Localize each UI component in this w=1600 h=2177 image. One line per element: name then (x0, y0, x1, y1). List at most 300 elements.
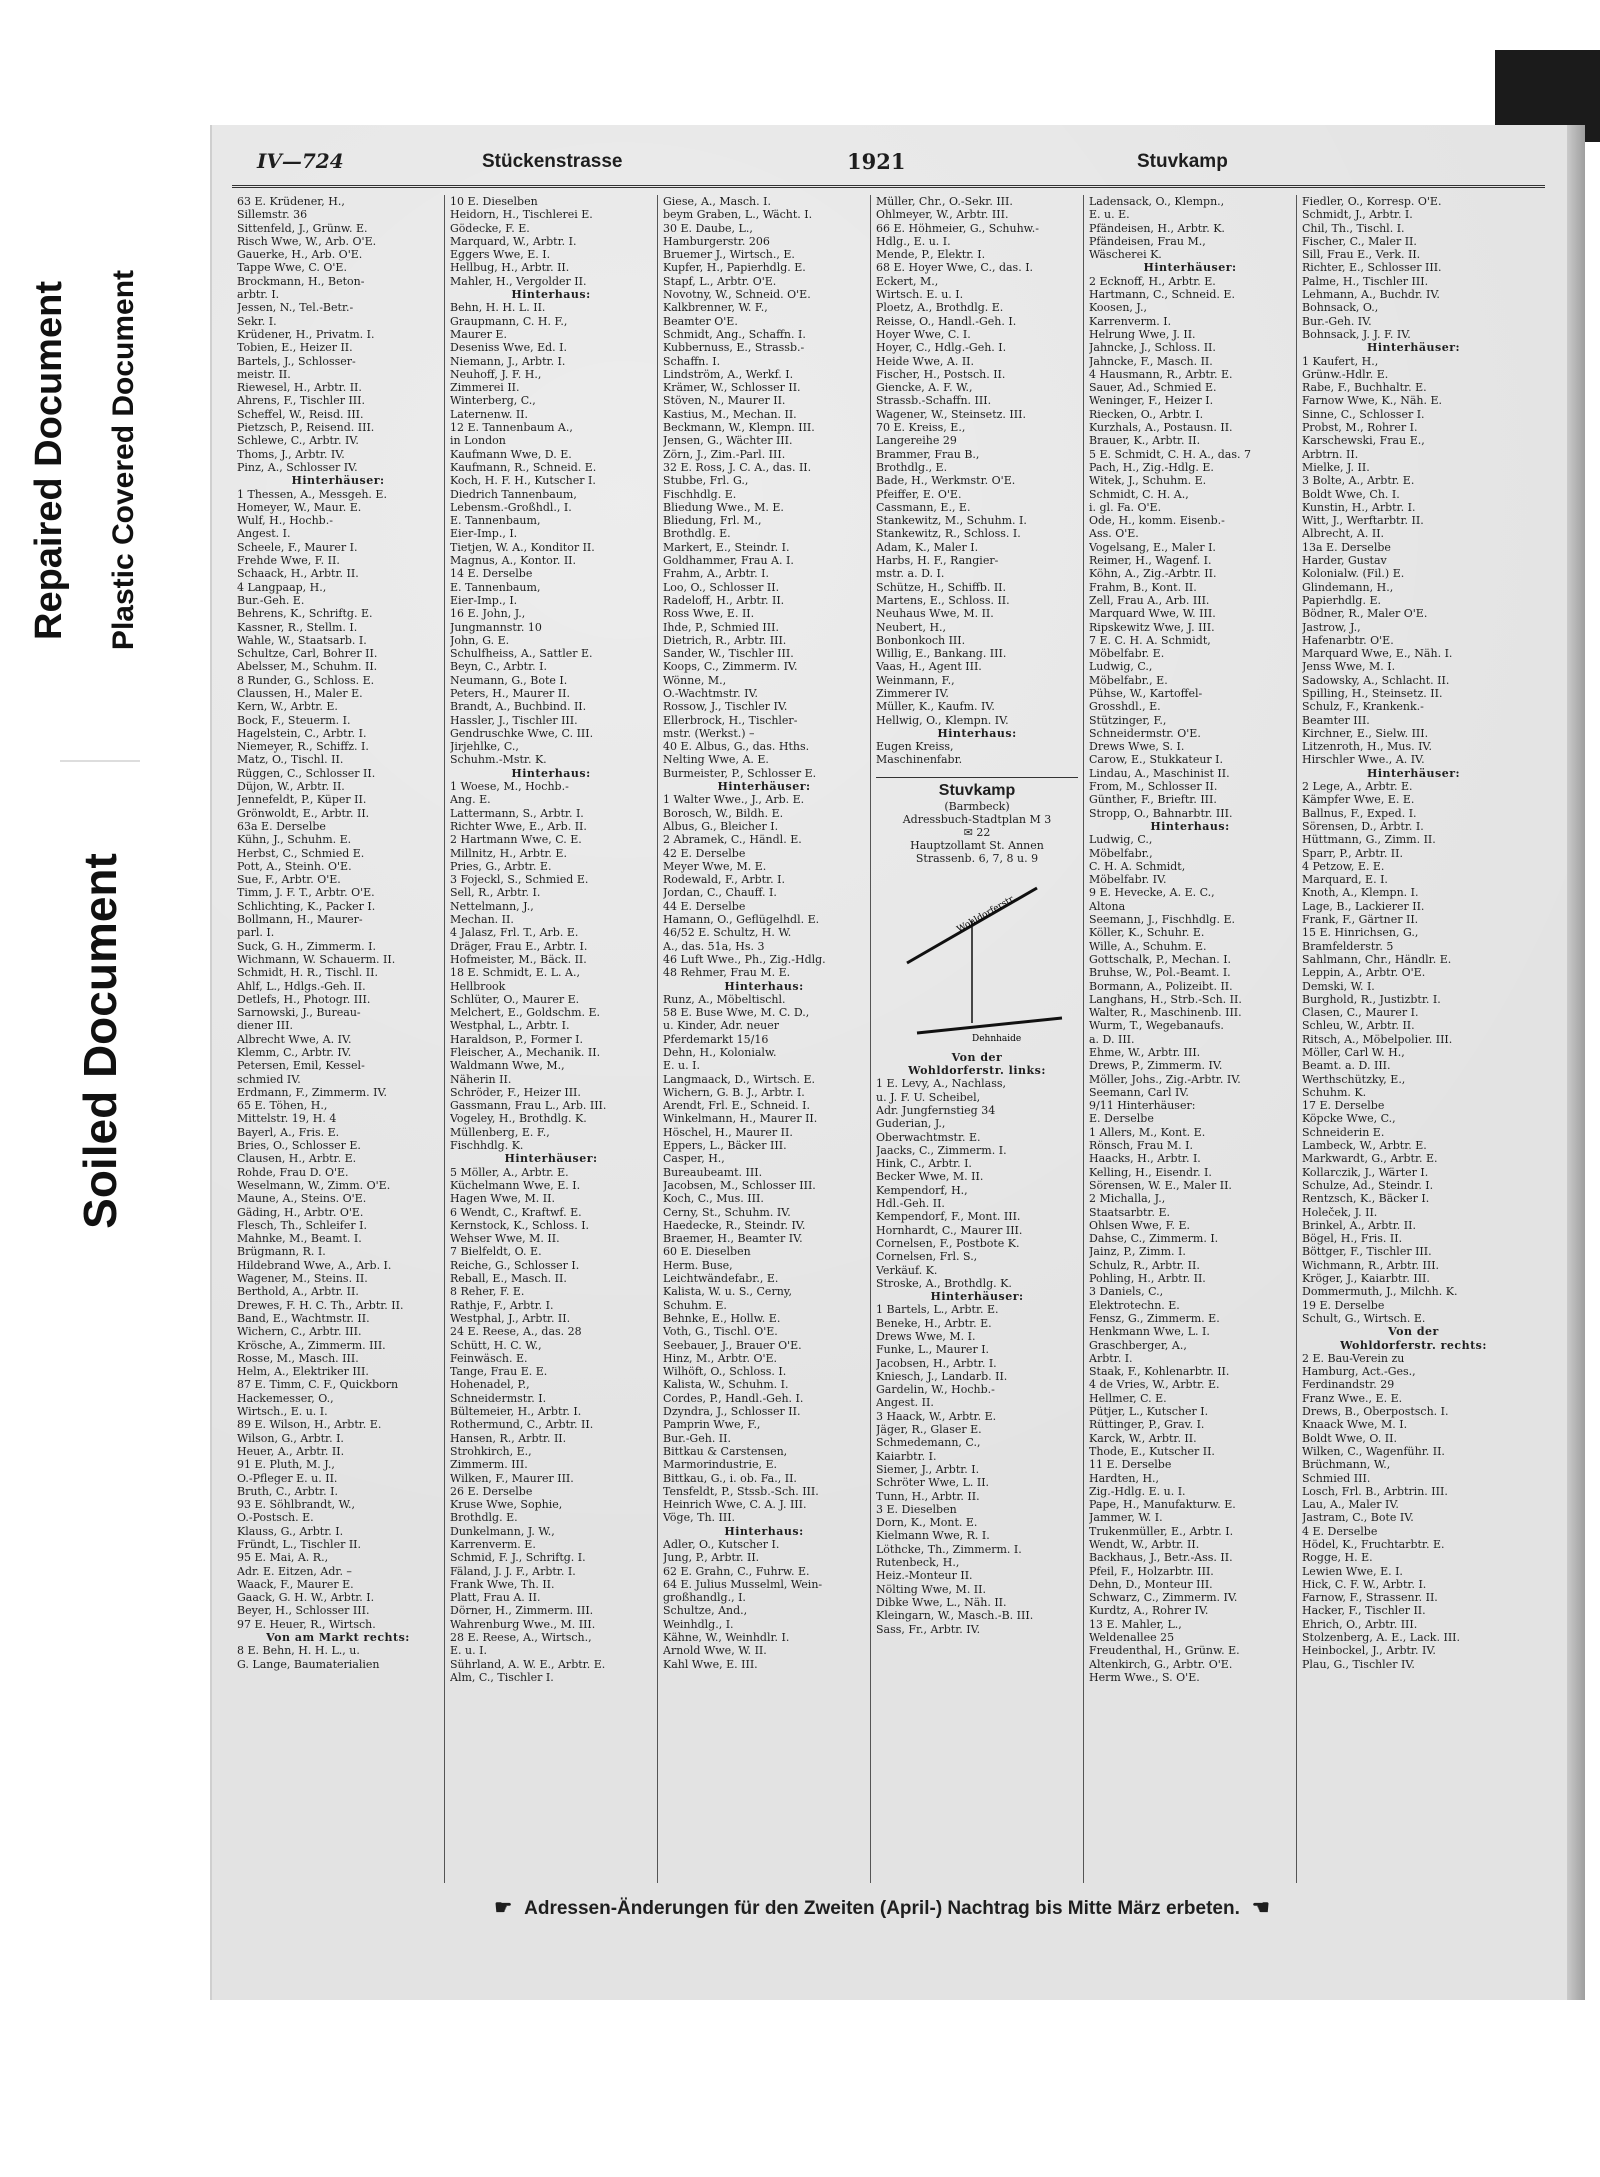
directory-entry: Arbtr. I. (1089, 1351, 1133, 1365)
directory-entry: Kollarczik, J., Wärter I. (1302, 1165, 1429, 1179)
directory-entry: Krämer, W., Schlosser II. (663, 381, 801, 395)
directory-entry: 15 E. Hinrichsen, G., (1302, 926, 1419, 940)
directory-entry: 91 E. Pluth, M. J., (237, 1458, 335, 1472)
directory-entry: Nölting Wwe, M. II. (876, 1582, 986, 1596)
directory-entry: Nettelmann, J., (450, 899, 534, 913)
directory-entry: From, M., Schlosser II. (1089, 780, 1218, 794)
directory-entry: 60 E. Dieselben (663, 1245, 751, 1259)
directory-entry: Möbelfabr. E. (1089, 647, 1165, 661)
directory-entry: Ihde, P., Schmied III. (663, 620, 779, 634)
directory-entry: Bohnsack, J. J. F. IV. (1302, 327, 1411, 341)
directory-entry: Brügmann, R. I. (237, 1245, 326, 1259)
directory-entry: Voth, G., Tischl. O'E. (663, 1325, 778, 1339)
directory-entry: Schulfheiss, A., Sattler E. (450, 647, 593, 661)
directory-entry: Seemann, J., Fischhdlg. E. (1089, 913, 1235, 927)
directory-entry: Lindström, A., Werkf. I. (663, 367, 794, 381)
directory-entry: Dibke Wwe, L., Näh. II. (876, 1595, 1007, 1609)
directory-entry: Eckert, M., (876, 274, 939, 288)
directory-entry: Gaack, G. H. W., Arbtr. I. (237, 1591, 375, 1605)
directory-entry: Neumann, G., Bote I. (450, 673, 568, 687)
directory-entry: Rodewald, F., Arbtr. I. (663, 873, 785, 887)
directory-entry: Bureaubeamt. III. (663, 1165, 763, 1179)
directory-entry: Lau, A., Maler IV. (1302, 1498, 1399, 1512)
directory-entry: Bittkau, G., i. ob. Fa., II. (663, 1471, 797, 1485)
directory-entry: Mielke, J. II. (1302, 460, 1370, 474)
directory-page (210, 125, 1585, 2000)
directory-entry: Bonbonkoch III. (876, 633, 966, 647)
directory-entry: Schneiderin E. (1302, 1125, 1385, 1139)
directory-entry: Langmaack, D., Wirtsch. E. (663, 1072, 815, 1086)
directory-entry: Millnitz, H., Arbtr. E. (450, 846, 567, 860)
directory-entry: Radeloff, H., Arbtr. II. (663, 593, 785, 607)
directory-entry: Koops, C., Zimmerm. IV. (663, 660, 798, 674)
directory-entry: Adr. Jungfernstieg 34 (876, 1103, 996, 1117)
directory-entry: Chil, Th., Tischl. I. (1302, 221, 1405, 235)
directory-entry: 1 Bartels, L., Arbtr. E. (876, 1303, 999, 1317)
directory-entry: Ploetz, A., Brothdlg. E. (876, 301, 1004, 315)
directory-entry: 4 Hausmann, R., Arbtr. E. (1089, 367, 1233, 381)
directory-entry: Hansen, R., Arbtr. II. (450, 1431, 567, 1445)
directory-entry: Weinhdlg., I. (663, 1617, 734, 1631)
directory-entry: 95 E. Mai, A. R., (237, 1551, 329, 1565)
directory-entry: Thode, E., Kutscher II. (1089, 1444, 1215, 1458)
directory-entry: Pietzsch, P., Reisend. III. (237, 421, 375, 435)
directory-entry: Möbelfabr., E. (1089, 673, 1168, 687)
directory-entry: Böttger, F., Tischler III. (1302, 1245, 1432, 1259)
directory-entry: Hellbug, H., Arbtr. II. (450, 261, 570, 275)
directory-entry: Band, E., Wachtmstr. II. (237, 1311, 370, 1325)
directory-entry: Sauer, Ad., Schmied E. (1089, 381, 1217, 395)
directory-entry: Hamburgerstr. 206 (663, 234, 770, 248)
directory-entry: Dräger, Frau E., Arbtr. I. (450, 939, 588, 953)
directory-entry: Pütjer, L., Kutscher I. (1089, 1405, 1209, 1419)
directory-entry: diener III. (237, 1019, 293, 1033)
directory-entry: Wönne, M., (663, 673, 727, 687)
directory-entry: Werthschützky, E., (1302, 1072, 1406, 1086)
directory-entry: Bittkau & Carstensen, (663, 1444, 788, 1458)
pointing-hand-right-icon: ☚ (1251, 1897, 1270, 1919)
directory-entry: Bliedung Wwe., M. E. (663, 500, 784, 514)
directory-entry: Ohlsen Wwe, F. E. (1089, 1218, 1191, 1232)
directory-entry: Waldmann Wwe, M., (450, 1059, 565, 1073)
column-4-stuvkamp-entries (876, 1051, 1078, 1636)
footer-notice (272, 1895, 1492, 1920)
directory-entry: Hinterhäuser: (930, 1290, 1024, 1304)
directory-entry: Vogeley, H., Brothdlg. K. (450, 1112, 587, 1126)
directory-entry: 65 E. Töhen, H., (237, 1099, 328, 1113)
directory-entry: Hick, C. F. W., Arbtr. I. (1302, 1577, 1427, 1591)
directory-entry: Kalista, W. u. S., Cerny, (663, 1285, 793, 1299)
directory-entry: Langhans, H., Strb.-Sch. II. (1089, 992, 1242, 1006)
directory-entry: Seebauer, J., Brauer O'E. (663, 1338, 802, 1352)
directory-entry: Wagener, W., Steinsetz. III. (876, 407, 1026, 421)
directory-entry: Holeček, J. II. (1302, 1205, 1378, 1219)
directory-entry: Lebensm.-Großhdl., I. (450, 500, 572, 514)
directory-entry: Weinmann, F., (876, 673, 955, 687)
directory-entry: 1 Walter Wwe., J., Arb. E. (663, 793, 805, 807)
directory-entry: Krüdener, H., Privatm. I. (237, 327, 375, 341)
directory-entry: Schmid, F. J., Schriftg. I. (450, 1551, 586, 1565)
directory-entry: Heinrich Wwe, C. A. J. III. (663, 1498, 807, 1512)
directory-entry: 9 E. Hevecke, A. E. C., (1089, 886, 1215, 900)
directory-entry: Schulze, Ad., Steindr. I. (1302, 1178, 1434, 1192)
directory-entry: O.-Wachtmstr. IV. (663, 686, 758, 700)
directory-entry: Maurer E. (450, 327, 507, 341)
directory-entry: Rosse, M., Masch. III. (237, 1351, 359, 1365)
directory-entry: Hellwig, O., Klempn. IV. (876, 713, 1009, 727)
directory-entry: Bade, H., Werkmstr. O'E. (876, 474, 1016, 488)
directory-entry: 2 E. Bau-Verein zu (1302, 1351, 1405, 1365)
directory-entry: Zig.-Hdlg. E. u. I. (1089, 1484, 1186, 1498)
directory-entry: 68 E. Hoyer Wwe, C., das. I. (876, 261, 1034, 275)
directory-entry: Ludwig, C., (1089, 833, 1153, 847)
directory-entry: Richter, E., Schlosser III. (1302, 261, 1442, 275)
directory-entry: Bur.-Geh. IV. (1302, 314, 1372, 328)
directory-entry: Gödecke, F. E. (450, 221, 530, 235)
directory-entry: Zimmerei II. (450, 381, 520, 395)
directory-entry: Drews Wwe, S. I. (1089, 740, 1185, 754)
directory-entry: Maune, A., Steins. O'E. (237, 1192, 367, 1206)
directory-entry: Deseniss Wwe, Ed. I. (450, 341, 568, 355)
directory-entry: Hinterhäuser: (1143, 261, 1237, 275)
directory-entry: Jennefeldt, P., Küper II. (237, 793, 367, 807)
directory-entry: Dorn, K., Mont. E. (876, 1516, 978, 1530)
directory-entry: Rossow, J., Tischler IV. (663, 700, 788, 714)
directory-entry: Jung, P., Arbtr. II. (663, 1551, 760, 1565)
directory-entry: Jammer, W. I. (1089, 1511, 1163, 1525)
condition-tabs (0, 160, 160, 1340)
directory-entry: Von am Markt rechts: (266, 1631, 410, 1645)
directory-entry: Adam, K., Maler I. (876, 540, 979, 554)
directory-entry: Kern, W., Arbtr. E. (237, 700, 338, 714)
directory-entry: Köhn, A., Zig.-Arbtr. II. (1089, 567, 1217, 581)
directory-entry: in London (450, 434, 506, 448)
directory-entry: Farnow, F., Strassenr. II. (1302, 1591, 1438, 1605)
directory-entry: Fischhdlg. K. (450, 1139, 524, 1153)
directory-entry: Ass. O'E. (1089, 527, 1139, 541)
directory-entry: Helrung Wwe, J. II. (1089, 327, 1196, 341)
directory-entry: beym Graben, L., Wächt. I. (663, 208, 813, 222)
directory-entry: Magnus, A., Kontor. II. (450, 554, 577, 568)
directory-entry: Franz Wwe., E. E. (1302, 1391, 1403, 1405)
directory-entry: Dzyndra, J., Schlosser II. (663, 1405, 801, 1419)
street-right: Stuvkamp (1137, 151, 1228, 172)
directory-entry: Albrecht, A. II. (1302, 527, 1385, 541)
directory-entry: Kastius, M., Mechan. II. (663, 407, 797, 421)
directory-entry: Litzenroth, H., Mus. IV. (1302, 740, 1432, 754)
directory-entry: Hohenadel, P., (450, 1378, 530, 1392)
directory-entry: Graupmann, C. H. F., (450, 314, 568, 328)
directory-entry: 4 de Vries, W., Arbtr. E. (1089, 1378, 1220, 1392)
directory-entry: 3 Haack, W., Arbtr. E. (876, 1409, 997, 1423)
directory-entry: Rogge, H. E. (1302, 1551, 1373, 1565)
directory-entry: Timm, J. F. T., Arbtr. O'E. (237, 886, 375, 900)
directory-entry: Detlefs, H., Photogr. III. (237, 992, 371, 1006)
directory-entry: Ferdinandstr. 29 (1302, 1378, 1395, 1392)
directory-entry: Günther, F., Brieftr. III. (1089, 793, 1217, 807)
directory-entry: Borosch, W., Bildh. E. (663, 806, 784, 820)
directory-entry: Stapf, L., Arbtr. O'E. (663, 274, 777, 288)
directory-entry: Beyer, H., Schlosser III. (237, 1604, 370, 1618)
directory-entry: parl. I. (237, 926, 275, 940)
directory-entry: Spilling, H., Steinsetz. II. (1302, 686, 1443, 700)
directory-entry: Beamter III. (1302, 713, 1370, 727)
directory-entry: Stolzenberg, A. E., Lack. III. (1302, 1631, 1461, 1645)
directory-entry: Jordan, C., Chauff. I. (663, 886, 777, 900)
directory-entry: Brüchmann, W., (1302, 1458, 1391, 1472)
directory-entry: Krösche, A., Zimmerm. III. (237, 1338, 386, 1352)
directory-entry: Rüttinger, P., Grav. I. (1089, 1418, 1205, 1432)
directory-entry: Riecken, O., Arbtr. I. (1089, 407, 1204, 421)
directory-entry: Sell, R., Arbtr. I. (450, 886, 541, 900)
directory-entry: Rentzsch, K., Bäcker I. (1302, 1192, 1430, 1206)
column-4-entries (876, 195, 1078, 767)
directory-entry: Elektrotechn. E. (1089, 1298, 1180, 1312)
directory-entry: 97 E. Heuer, R., Wirtsch. (237, 1617, 376, 1631)
directory-entry: Sörensen, W. E., Maler II. (1089, 1178, 1232, 1192)
directory-entry: Möbelfabr. IV. (1089, 873, 1167, 887)
directory-entry: Sinne, C., Schlosser I. (1302, 407, 1425, 421)
directory-entry: Kassner, R., Stellm. I. (237, 620, 358, 634)
directory-entry: Jastram, C., Bote IV. (1302, 1511, 1414, 1525)
directory-entry: Wäscherei K. (1089, 248, 1162, 262)
directory-entry: Walter, R., Maschinenb. III. (1089, 1006, 1242, 1020)
page-edge (1567, 125, 1585, 2000)
directory-entry: Pfeil, F., Holzarbtr. III. (1089, 1564, 1214, 1578)
directory-entry: Hödel, K., Fruchtarbtr. E. (1302, 1537, 1445, 1551)
directory-entry: Von der (1388, 1325, 1439, 1339)
directory-entry: Rabe, F., Buchhaltr. E. (1302, 381, 1427, 395)
directory-entry: 48 Rehmer, Frau M. E. (663, 966, 791, 980)
directory-entry: 3 E. Dieselben (876, 1502, 957, 1516)
directory-entry: Schlüter, O., Maurer E. (450, 992, 580, 1006)
directory-entry: Grönwoldt, E., Arbtr. II. (237, 806, 370, 820)
directory-entry: Altona (1089, 899, 1126, 913)
directory-entry: Beckmann, W., Klempn. III. (663, 421, 815, 435)
directory-entry: Dörner, H., Zimmerm. III. (450, 1604, 594, 1618)
directory-entry: Stropp, O., Bahnarbtr. III. (1089, 806, 1233, 820)
directory-entry: 13a E. Derselbe (1302, 540, 1391, 554)
directory-entry: Bries, O., Schlosser E. (237, 1139, 361, 1153)
directory-entry: Carow, E., Stukkateur I. (1089, 753, 1224, 767)
directory-entry: Sadowsky, A., Schlacht. II. (1302, 673, 1450, 687)
directory-entry: Wille, A., Schuhm. E. (1089, 939, 1207, 953)
directory-entry: 4 E. Derselbe (1302, 1524, 1378, 1538)
directory-entry: Zimmerer IV. (876, 686, 949, 700)
directory-entry: Hoyer, C., Hdlg.-Geh. I. (876, 341, 1007, 355)
directory-entry: Scheele, F., Maurer I. (237, 540, 358, 554)
directory-entry: 63a E. Derselbe (237, 819, 326, 833)
directory-entry: Hildebrand Wwe, A., Arb. I. (237, 1258, 392, 1272)
repaired-document-tab (14, 200, 84, 720)
directory-entry: Stützinger, F., (1089, 713, 1167, 727)
directory-entry: Bruemer J., Wirtsch., E. (663, 248, 795, 262)
directory-entry: Jensen, G., Wächter III. (663, 434, 793, 448)
directory-entry: Ellerbrock, H., Tischler- (663, 713, 798, 727)
directory-entry: i. gl. Fa. O'E. (1089, 500, 1162, 514)
directory-entry: 4 Jalasz, Frl. T., Arb. E. (450, 926, 579, 940)
directory-entry: Hagen Wwe, M. II. (450, 1192, 555, 1206)
directory-entry: Hüttmann, G., Zimm. II. (1302, 833, 1436, 847)
directory-entry: Hardten, H., (1089, 1471, 1160, 1485)
directory-entry: Sander, W., Tischler III. (663, 647, 794, 661)
columns (232, 195, 1530, 1883)
directory-entry: Claussen, H., Maler E. (237, 686, 363, 700)
directory-entry: Gassmann, Frau L., Arb. III. (450, 1099, 607, 1113)
plastic-covered-tab (100, 180, 148, 740)
pointing-hand-left-icon: ☛ (494, 1897, 513, 1919)
directory-entry: Lattermann, S., Arbtr. I. (450, 806, 584, 820)
directory-entry: 62 E. Grahn, C., Fuhrw. E. (663, 1564, 810, 1578)
directory-entry: Kelling, H., Eisendr. I. (1089, 1165, 1212, 1179)
directory-entry: 1 Thessen, A., Messgeh. E. (237, 487, 387, 501)
directory-entry: Pamprin Wwe, F., (663, 1418, 761, 1432)
directory-entry: Schleu, W., Arbtr. II. (1302, 1019, 1415, 1033)
directory-entry: 46/52 E. Schultz, H. W. (663, 926, 792, 940)
directory-entry: Bartels, J., Schlosser- (237, 354, 356, 368)
directory-entry: Dehn, H., Kolonialw. (663, 1046, 777, 1059)
directory-entry: Schultze, And., (663, 1604, 748, 1618)
directory-entry: Albus, G., Bleicher I. (663, 819, 779, 833)
directory-entry: Oberwachtmstr. E. (876, 1130, 981, 1144)
directory-entry: 63 E. Krüdener, H., (237, 195, 345, 208)
directory-entry: Tunn, H., Arbtr. II. (876, 1489, 980, 1503)
directory-entry: Backhaus, J., Betr.-Ass. II. (1089, 1551, 1233, 1565)
directory-entry: Kempendorf, F., Mont. III. (876, 1210, 1021, 1224)
directory-entry: Haraldson, P., Former I. (450, 1032, 583, 1046)
directory-entry: Sittenfeld, J., Grünw. E. (237, 221, 368, 235)
directory-entry: Bur.-Geh. II. (663, 1431, 731, 1445)
directory-entry: 13 E. Mahler, L., (1089, 1617, 1182, 1631)
directory-entry: Schütze, H., Schiffb. II. (876, 580, 1007, 594)
directory-entry: Jacobsen, M., Schlosser III. (663, 1178, 816, 1192)
directory-entry: 11 E. Derselbe (1089, 1458, 1172, 1472)
directory-entry: Wagener, M., Steins. II. (237, 1272, 368, 1286)
directory-entry: 32 E. Ross, J. C. A., das. II. (663, 460, 812, 474)
directory-entry: Küchelmann Wwe, E. I. (450, 1178, 581, 1192)
directory-entry: Ripskewitz Wwe, J. III. (1089, 620, 1215, 634)
directory-entry: Helm, A., Elektriker III. (237, 1365, 369, 1379)
directory-entry: Ehrich, O., Arbtr. III. (1302, 1617, 1418, 1631)
directory-entry: Braemer, H., Beamter IV. (663, 1232, 803, 1246)
directory-entry: Möller, Johs., Zig.-Arbtr. IV. (1089, 1072, 1241, 1086)
directory-entry: Kempendorf, H., (876, 1183, 968, 1197)
directory-entry: Köpcke Wwe, C., (1302, 1112, 1396, 1126)
directory-entry: Siemer, J., Arbtr. I. (876, 1462, 980, 1476)
directory-entry: Jirjehlke, C., (450, 740, 519, 754)
directory-entry: Pfeiffer, E. O'E. (876, 487, 962, 501)
directory-entry: Stubbe, Frl. G., (663, 474, 749, 488)
directory-entry: 28 E. Reese, A., Wirtsch., (450, 1631, 592, 1645)
directory-entry: Arendt, Frl. E., Schneid. I. (663, 1099, 810, 1113)
directory-entry: Eppers, L., Bäcker III. (663, 1139, 787, 1153)
stuvkamp-plan: Adressbuch-Stadtplan M 3 (902, 812, 1052, 826)
directory-entry: Rutenbeck, H., (876, 1556, 960, 1570)
directory-entry: Sillemstr. 36 (237, 208, 308, 222)
directory-entry: Hamann, O., Geflügelhdl. E. (663, 913, 820, 927)
directory-entry: Dommermuth, J., Milchh. K. (1302, 1285, 1458, 1299)
directory-entry: Richter Wwe, E., Arb. II. (450, 819, 587, 833)
stuvkamp-box (876, 777, 1078, 1043)
directory-entry: Platt, Frau A. II. (450, 1591, 541, 1605)
directory-entry: Hirschler Wwe., A. IV. (1302, 753, 1425, 767)
directory-entry: Jäger, R., Glaser E. (876, 1423, 982, 1437)
directory-entry: Runz, A., Möbeltischl. (663, 992, 786, 1006)
directory-entry: Tensfeldt, P., Stssb.-Sch. III. (663, 1484, 819, 1498)
directory-entry: Fiedler, O., Korresp. O'E. (1302, 195, 1442, 208)
directory-entry: Marquard, W., Arbtr. I. (450, 234, 577, 248)
directory-entry: Reiche, G., Schlosser I. (450, 1258, 580, 1272)
dehnhaide-line (917, 1018, 1062, 1033)
directory-entry: Sass, Fr., Arbtr. IV. (876, 1622, 981, 1636)
directory-entry: Schultze, Carl, Bohrer II. (237, 647, 378, 661)
directory-entry: Clausen, H., Arbtr. E. (237, 1152, 357, 1166)
directory-entry: Thoms, J., Arbtr. IV. (237, 447, 345, 461)
directory-entry: Schneidermstr. O'E. (1089, 726, 1201, 740)
directory-entry: Kupfer, H., Papierhdlg. E. (663, 261, 806, 275)
directory-entry: 2 Ecknoff, H., Arbtr. E. (1089, 274, 1216, 288)
directory-entry: Pohling, H., Arbtr. II. (1089, 1272, 1206, 1286)
directory-entry: Schwarz, C., Zimmerm. IV. (1089, 1591, 1238, 1605)
directory-entry: Schulz, F., Krankenk.- (1302, 700, 1424, 714)
directory-entry: Behn, H. H. L. II. (450, 301, 546, 315)
directory-entry: Hinz, M., Arbtr. O'E. (663, 1351, 778, 1365)
directory-entry: Hinterhaus: (1150, 819, 1230, 833)
directory-entry: Weldenallee 25 (1089, 1631, 1175, 1645)
directory-entry: Pfändeisen, Frau M., (1089, 234, 1206, 248)
directory-entry: Müller, K., Kaufm. IV. (876, 700, 995, 714)
directory-entry: Bruth, C., Arbtr. I. (237, 1484, 338, 1498)
directory-entry: Markert, E., Steindr. I. (663, 540, 790, 554)
directory-entry: Herm Wwe., S. O'E. (1089, 1670, 1200, 1684)
directory-entry: Demski, W. I. (1302, 979, 1375, 993)
directory-entry: E. Tannenbaum, (450, 580, 541, 594)
directory-entry: Scheffel, W., Reisd. III. (237, 407, 364, 421)
directory-entry: Pferdemarkt 15/16 (663, 1032, 769, 1046)
directory-entry: arbtr. I. (237, 288, 280, 302)
directory-entry: Brothdlg. E. (450, 1511, 518, 1525)
directory-entry: Ohlmeyer, W., Arbtr. III. (876, 208, 1009, 222)
directory-entry: Boldt Wwe, Ch. I. (1302, 487, 1400, 501)
column-5 (1084, 195, 1297, 1883)
directory-entry: Frahm, A., Arbtr. I. (663, 567, 769, 581)
directory-entry: Knaack Wwe, M. I. (1302, 1418, 1408, 1432)
stuvkamp-title: Stuvkamp (938, 781, 1016, 799)
directory-entry: E. Derselbe (1089, 1112, 1154, 1126)
directory-entry: Marquard, E. I. (1302, 873, 1388, 887)
directory-entry: Marmorindustrie, E. (663, 1458, 777, 1472)
directory-entry: u. Kinder, Adr. neuer (663, 1019, 779, 1033)
directory-entry: Löthcke, Th., Zimmerm. I. (876, 1542, 1022, 1556)
directory-entry: Giese, A., Masch. I. (663, 195, 771, 208)
directory-entry: Cassmann, E., E. (876, 500, 971, 514)
directory-entry: Cordes, P., Handl.-Geh. I. (663, 1391, 804, 1405)
directory-entry: 89 E. Wilson, H., Arbtr. E. (237, 1418, 382, 1432)
directory-entry: 26 E. Derselbe (450, 1484, 533, 1498)
directory-entry: Brammer, Frau B., (876, 447, 980, 461)
footer-text: Adressen-Änderungen für den Zweiten (April-) Nachtrag bis Mitte März erbeten. (524, 1898, 1240, 1919)
directory-entry: 44 E. Derselbe (663, 899, 746, 913)
directory-entry: E. Tannenbaum, (450, 514, 541, 528)
directory-entry: 3 Fojeckl, S., Schmied E. (450, 873, 589, 887)
directory-entry: Feinwäsch. E. (450, 1351, 528, 1365)
directory-entry: Karck, W., Arbtr. II. (1089, 1431, 1197, 1445)
directory-entry: Behrens, K., Schriftg. E. (237, 607, 373, 621)
directory-entry: 30 E. Daube, L., (663, 221, 753, 235)
directory-entry: Cornelsen, F., Postbote K. (876, 1236, 1020, 1250)
directory-entry: 3 Daniels, C., (1089, 1285, 1164, 1299)
directory-entry: Marquard Wwe, W. III. (1089, 607, 1216, 621)
